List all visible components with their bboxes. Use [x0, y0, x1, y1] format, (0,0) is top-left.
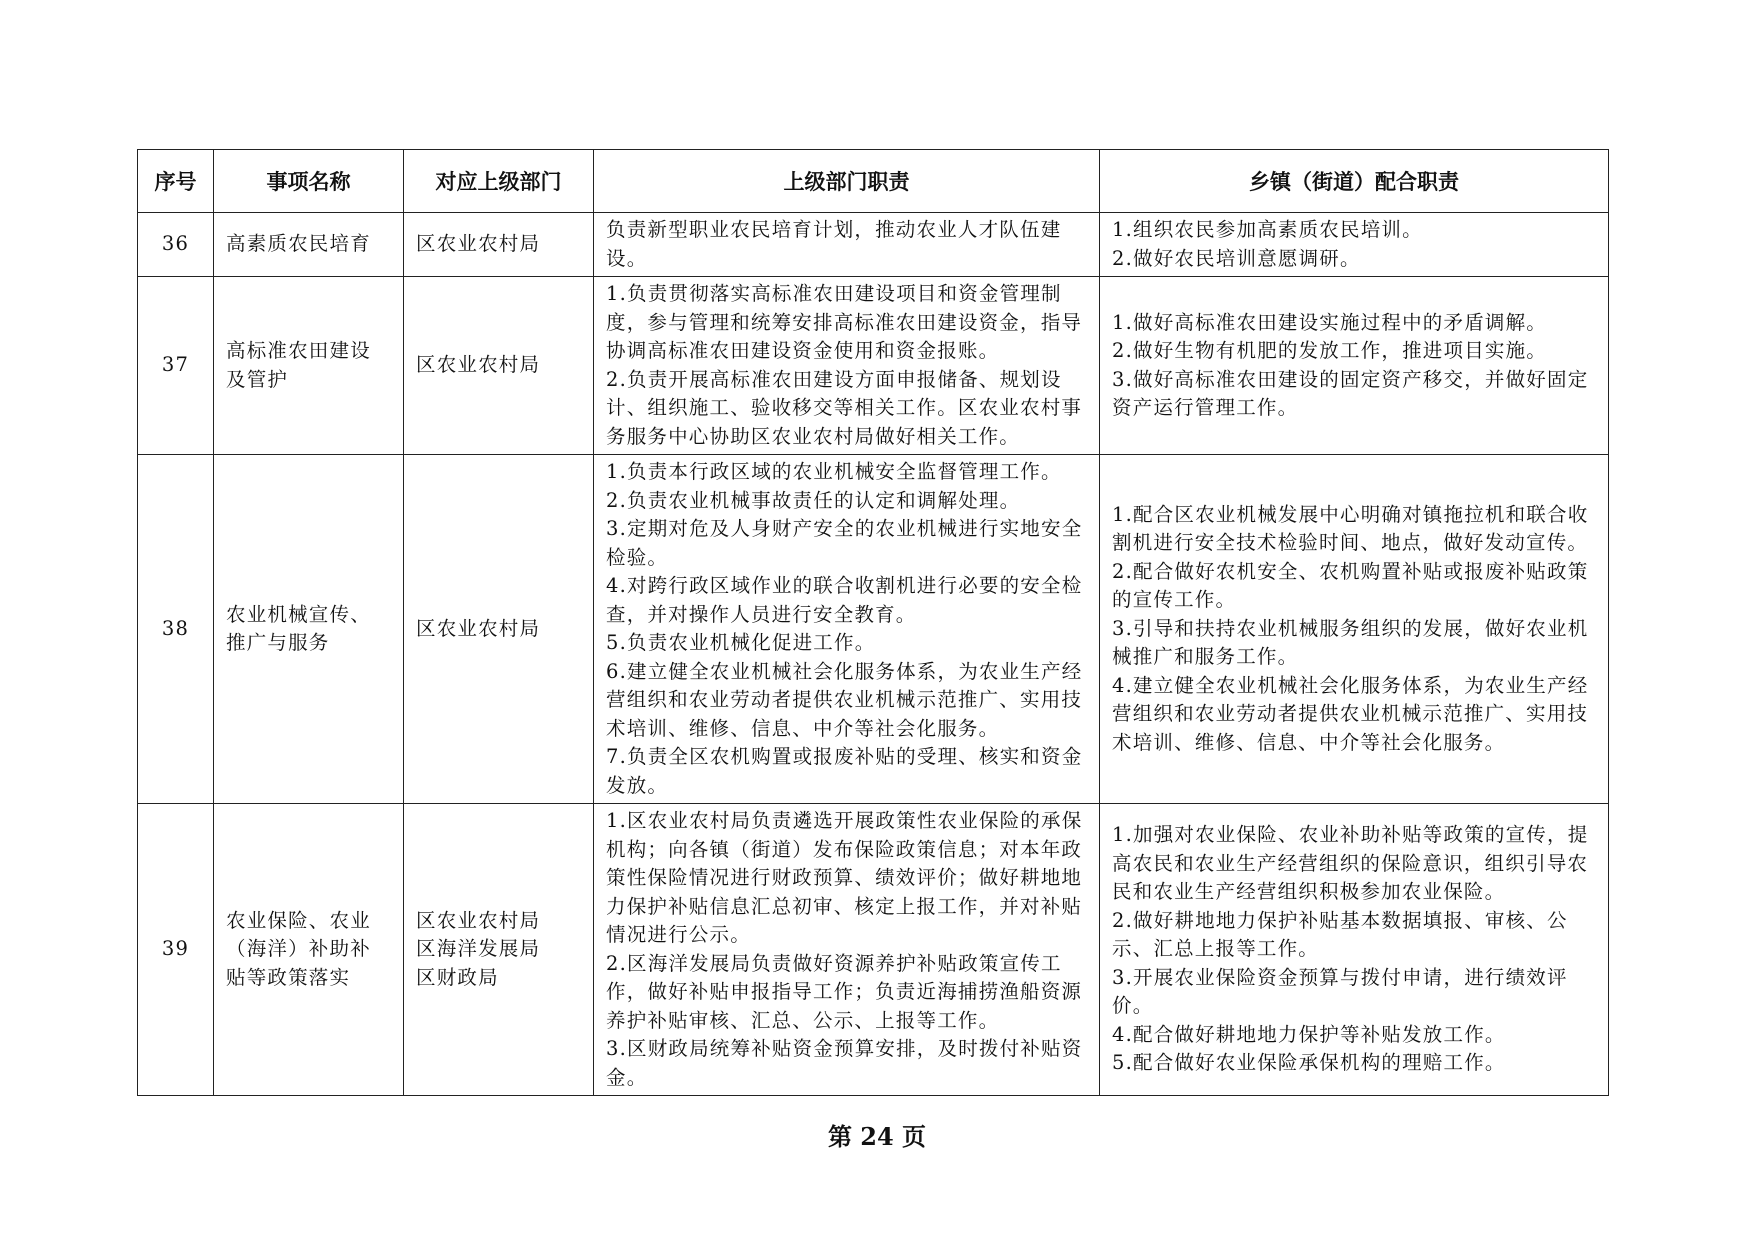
- department-name: 区农业农村局: [416, 908, 541, 932]
- department-name: 区农业农村局: [416, 616, 541, 640]
- duty-item: 1.做好高标准农田建设实施过程中的矛盾调解。: [1112, 310, 1548, 334]
- upper-department: [404, 277, 594, 455]
- row-number: 38: [138, 455, 214, 804]
- header-number: 序号: [138, 150, 214, 213]
- table-row: [138, 804, 1609, 1096]
- header-town-duties: 乡镇（街道）配合职责: [1100, 150, 1609, 213]
- table-header-row: [138, 150, 1609, 213]
- duty-item: 2.做好生物有机肥的发放工作，推进项目实施。: [1112, 339, 1548, 362]
- duty-item: 1.加强对农业保险、农业补助补贴等政策的宣传，提高农民和农业生产经营组织的保险意识，组织引导农民和农业生产经营组织积极参加农业保险。: [1112, 823, 1589, 904]
- duty-item: 4.对跨行政区域作业的联合收割机进行必要的安全检查，并对操作人员进行安全教育。: [606, 574, 1083, 626]
- department-name: 区海洋发展局: [416, 937, 541, 961]
- duty-item: 6.建立健全农业机械社会化服务体系，为农业生产经营组织和农业劳动者提供农业机械示范推广、实用技术培训、维修、信息、中介等社会化服务。: [606, 659, 1083, 740]
- duty-item: 2.配合做好农机安全、农机购置补贴或报废补贴政策的宣传工作。: [1112, 559, 1589, 612]
- duty-item: 4.建立健全农业机械社会化服务体系，为农业生产经营组织和农业劳动者提供农业机械示范推广、实用技术培训、维修、信息、中介等社会化服务。: [1112, 673, 1589, 754]
- town-duties: [1100, 277, 1609, 455]
- department-name: 区财政局: [416, 965, 499, 989]
- upper-duties: [594, 213, 1100, 277]
- row-number: 36: [138, 213, 214, 277]
- duty-item: 1.负责贯彻落实高标准农田建设项目和资金管理制度，参与管理和统筹安排高标准农田建设资金，指导协调高标准农田建设资金使用和资金报账。: [606, 282, 1083, 362]
- duty-item: 3.区财政局统筹补贴资金预算安排，及时拨付补贴资金。: [606, 1037, 1083, 1089]
- duty-item: 7.负责全区农机购置或报废补贴的受理、核实和资金发放。: [606, 745, 1083, 797]
- duty-item: 3.引导和扶持农业机械服务组织的发展，做好农业机械推广和服务工作。: [1112, 616, 1589, 669]
- item-name: 高标准农田建设及管护: [214, 277, 404, 455]
- duty-item: 2.做好耕地地力保护补贴基本数据填报、审核、公示、汇总上报等工作。: [1112, 908, 1568, 961]
- duty-item: 3.做好高标准农田建设的固定资产移交，并做好固定资产运行管理工作。: [1112, 367, 1589, 419]
- item-name: 农业机械宣传、推广与服务: [214, 455, 404, 804]
- department-name: 区农业农村局: [416, 353, 541, 377]
- upper-duties: [594, 804, 1100, 1096]
- page-number: 第 24 页: [827, 1122, 927, 1151]
- item-name: 高素质农民培育: [214, 213, 404, 277]
- town-duties: [1100, 804, 1609, 1096]
- table-row: [138, 277, 1609, 455]
- duty-item: 4.配合做好耕地地力保护等补贴发放工作。: [1112, 1022, 1506, 1046]
- header-upper-dept: 对应上级部门: [404, 150, 594, 213]
- header-item-name: 事项名称: [214, 150, 404, 213]
- upper-duties: [594, 455, 1100, 804]
- duty-item: 5.负责农业机械化促进工作。: [606, 631, 876, 654]
- duty-item: 3.定期对危及人身财产安全的农业机械进行实地安全检验。: [606, 517, 1083, 569]
- duty-item: 1.组织农民参加高素质农民培训。: [1112, 218, 1423, 241]
- row-number: 37: [138, 277, 214, 455]
- duty-item: 2.做好农民培训意愿调研。: [1112, 246, 1361, 270]
- duty-item: 负责新型职业农民培育计划，推动农业人才队伍建设。: [606, 218, 1062, 270]
- item-name: 农业保险、农业（海洋）补助补贴等政策落实: [214, 804, 404, 1096]
- row-number: 39: [138, 804, 214, 1096]
- duty-item: 1.区农业农村局负责遴选开展政策性农业保险的承保机构；向各镇（街道）发布保险政策信息；对本年政策性保险情况进行财政预算、绩效评价；做好耕地地力保护补贴信息汇总初审、核定上报工作，并对补贴情况进行公示。: [606, 809, 1083, 946]
- table-row: [138, 455, 1609, 804]
- duty-item: 2.负责农业机械事故责任的认定和调解处理。: [606, 488, 1021, 512]
- town-duties: [1100, 455, 1609, 804]
- duty-table: [137, 149, 1609, 1096]
- upper-duties: [594, 277, 1100, 455]
- department-name: 区农业农村局: [416, 232, 541, 256]
- duty-item: 1.配合区农业机械发展中心明确对镇拖拉机和联合收割机进行安全技术检验时间、地点，做好发动宣传。: [1112, 502, 1589, 555]
- duty-item: 2.负责开展高标准农田建设方面申报储备、规划设计、组织施工、验收移交等相关工作。区农业农村事务服务中心协助区农业农村局做好相关工作。: [606, 367, 1083, 448]
- town-duties: [1100, 213, 1609, 277]
- upper-department: [404, 213, 594, 277]
- duty-item: 2.区海洋发展局负责做好资源养护补贴政策宣传工作，做好补贴申报指导工作；负责近海捕捞渔船资源养护补贴审核、汇总、公示、上报等工作。: [606, 951, 1083, 1032]
- upper-department: [404, 455, 594, 804]
- table-row: [138, 213, 1609, 277]
- duty-item: 1.负责本行政区域的农业机械安全监督管理工作。: [606, 460, 1062, 483]
- upper-department: [404, 804, 594, 1096]
- duty-item: 5.配合做好农业保险承保机构的理赔工作。: [1112, 1051, 1506, 1075]
- header-upper-duties: 上级部门职责: [594, 150, 1100, 213]
- duty-item: 3.开展农业保险资金预算与拨付申请，进行绩效评价。: [1112, 965, 1568, 1018]
